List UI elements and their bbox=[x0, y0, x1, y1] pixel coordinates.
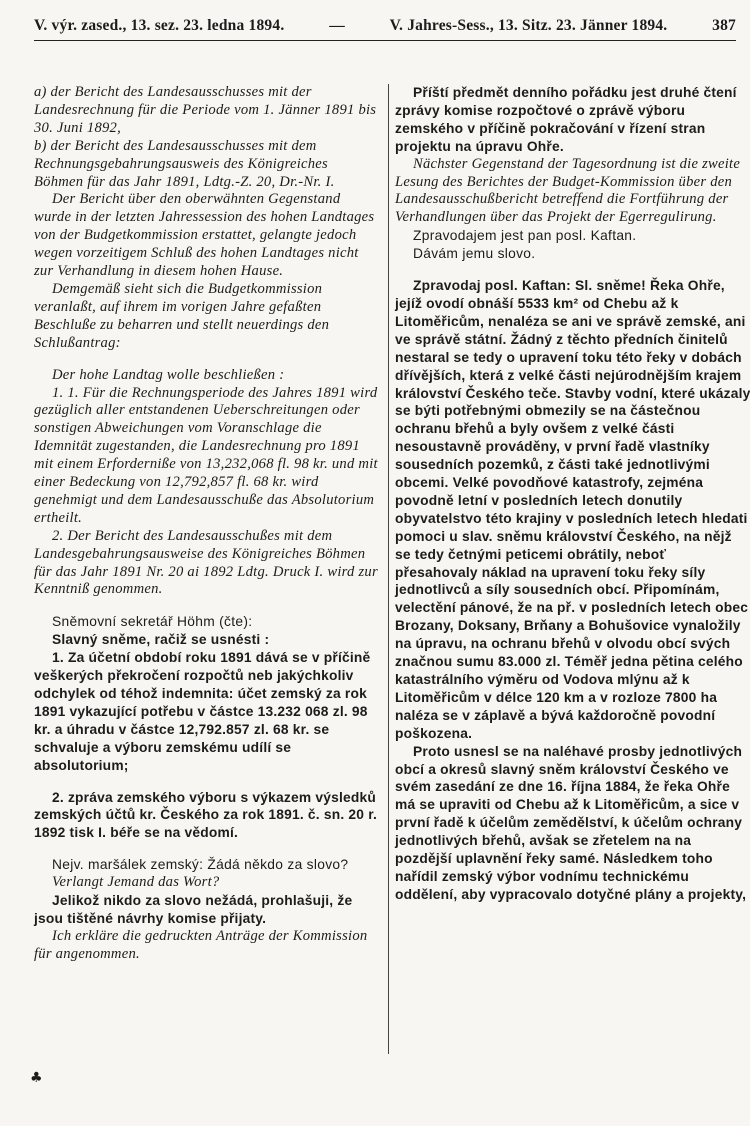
paragraph: b) der Bericht des Landesausschusses mit dem Rechnungsgebahrungsausweis des Königreiches Böhmen für das Jahr 1891, Ldtg.-Z. 20, Dr.-Nr. I. bbox=[34, 137, 335, 190]
paragraph: Příští předmět denního pořádku jest druhé čtení zprávy komise rozpočtové o zprávě výboru zemského v příčině pokračování v řízení stran projektu na úpravu Ohře. bbox=[395, 85, 737, 154]
paragraph: 2. Der Bericht des Landesausschußes mit dem Landesgebahrungsausweise des Königreiches Böhmen für das Jahr 1891 Nr. 20 ai 1892 Ldtg. Druck I. wird zur Kenntniß genommen. bbox=[34, 527, 378, 598]
header-separator: — bbox=[329, 17, 345, 34]
header-rule bbox=[34, 40, 736, 41]
running-header bbox=[34, 17, 736, 35]
paragraph: Sněmovní sekretář Höhm (čte): bbox=[52, 614, 253, 630]
paragraph: Demgemäß sieht sich die Budgetkommission veranlaßt, auf ihrem im vorigen Jahre gefaßten Beschluße zu beharren und stellt neuerdings den Schlußantrag: bbox=[34, 280, 330, 351]
paragraph: Verlangt Jemand das Wort? bbox=[52, 874, 220, 891]
header-german: V. Jahres-Sess., 13. Sitz. 23. Jänner 1894. bbox=[389, 17, 668, 34]
paragraph: Proto usnesl se na naléhavé prosby jednotlivých obcí a okresů slavný sněm království Českého ve svém zasedání ze dne 16. října 1884, že řeka Ohře má se upraviti od Chebu až k Litoměřicům, a sice v první řadě k účelům zemědělství, k účelům ochrany jednotlivých břehů, avšak se zřetelem na na pozdější uplavnění řeky samé. Následkem toho nařídil zemský výbor vodnímu technickému oddělení, aby vypracovalo dotyčné plány a projekty, bbox=[395, 743, 747, 902]
paragraph: Zpravodaj posl. Kaftan: Sl. sněme! Řeka Ohře, jejíž ovodí obnáší 5533 km² od Chebu až k Litoměřicům, nenaléza se ani ve správě zemské, ani ve správě státní. Žádný z těchto předních činitelů nestaral se tedy o upravení toku této řeky v dobách dřívějších, která z velké části nejúrodnějším krajem království Českého teče. Stavby vodní, které ukázaly se býti potřebnými obmezily se na částečnou ochranu břehů a byly ovšem z velké části nesoustavně prováděny, v první řadě vlastníky sousedních pozemků, z části také jednotlivými obcemi. Velké povodňové katastrofy, zejména povodně letní v posledních letech donutily obyvatelstvo této krajiny v posledních letech hledati pomoci u slav. sněmu království Českého, na nějž se tedy četnými peticemi obrátily, neboť přesahovaly náklad na upravení toku řeky síly jednotlivců a síly sousedních obcí. Připomínám, velectění pánové, že na př. v posledních letech obec Brozany, Doksany, Brňany a Bohušovice vynaložily na úpravu, na ochranu břehů v olvodu obcí svých značnou sumu 83.000 zl. Téměř jedna pětina celého katastrálního výměru od Vodova mlýnu až k Litoměřicům v délce 120 km a v rozloze 7800 ha naléza se v záplavě a bývá každoročně povodní poškozena. bbox=[395, 278, 750, 741]
paragraph: Nächster Gegenstand der Tagesordnung ist die zweite Lesung des Berichtes der Budget-Kommission über den Landesausschußbericht betreffend die Fortführung der Verhandlungen über das Projekt der Egerregulirung. bbox=[395, 155, 741, 226]
header-czech: V. výr. zased., 13. sez. 23. ledna 1894. bbox=[34, 17, 285, 34]
paragraph-gap bbox=[395, 263, 750, 277]
left-column bbox=[34, 84, 381, 964]
margin-marker: ♣ bbox=[30, 1070, 43, 1086]
paragraph: Jelikož nikdo za slovo nežádá, prohlašuji, že jsou tištěné návrhy komise přijaty. bbox=[34, 893, 353, 926]
paragraph: a) der Bericht des Landesausschusses mit der Landesrechnung für die Periode vom 1. Jänner 1891 bis 30. Juni 1892, bbox=[34, 84, 377, 136]
paragraph-gap bbox=[34, 599, 381, 613]
paragraph: Nejv. maršálek zemský: Žádá někdo za slovo? bbox=[52, 857, 349, 873]
paragraph: Der Bericht über den oberwähnten Gegenstand wurde in der letzten Jahressession des hohen Landtages von der Budgetkommission erstattet, gelangte jedoch wegen vorzeitigem Schluß des hohen Landtages nicht zur Verhandlung in diesem hohen Hause. bbox=[34, 191, 375, 280]
page-number: 387 bbox=[712, 17, 736, 34]
paragraph: 2. zpráva zemského výboru s výkazem výsledků zemských účtů kr. Českého za rok 1891. č. sn. 20 r. 1892 tisk I. béře se na vědomí. bbox=[34, 789, 378, 841]
paragraph-gap bbox=[34, 353, 381, 367]
paragraph-gap bbox=[34, 775, 381, 789]
paragraph-gap bbox=[34, 842, 381, 856]
paragraph: Dávám jemu slovo. bbox=[413, 246, 536, 262]
column-divider bbox=[388, 84, 389, 1054]
paragraph: Ich erkläre die gedruckten Anträge der Kommission für angenommen. bbox=[34, 927, 368, 962]
paragraph: Slavný sněme, račiž se usnésti : bbox=[52, 632, 270, 648]
paragraph: 1. Za účetní období roku 1891 dává se v příčině veškerých překročení rozpočtů neb jakýchkoliv odchylek od téhož indemnita: účet zemský za rok 1891 vykazující potřebu v částce 13.232 068 zl. 98 kr. a úhradu v částce 12,792.857 zl. 68 kr. se schvaluje a výboru zemskému udílí se absolutorium; bbox=[34, 650, 371, 773]
paragraph: 1. 1. Für die Rechnungsperiode des Jahres 1891 wird gezüglich aller entstandenen Ueberschreitungen oder sonstigen Abweichungen vom Voranschlage die Idemnität zugestanden, die Landesrechnung pro 1891 mit einem Erforderniße von 13,232,068 fl. 98 kr. und mit einer Bedeckung von 12,792,857 fl. 68 kr. wird genehmigt und dem Landesausschuße das Absolutorium ertheilt. bbox=[34, 384, 378, 526]
right-column bbox=[395, 84, 750, 904]
paragraph: Zpravodajem jest pan posl. Kaftan. bbox=[413, 228, 637, 244]
paragraph: Der hohe Landtag wolle beschließen : bbox=[52, 366, 285, 383]
